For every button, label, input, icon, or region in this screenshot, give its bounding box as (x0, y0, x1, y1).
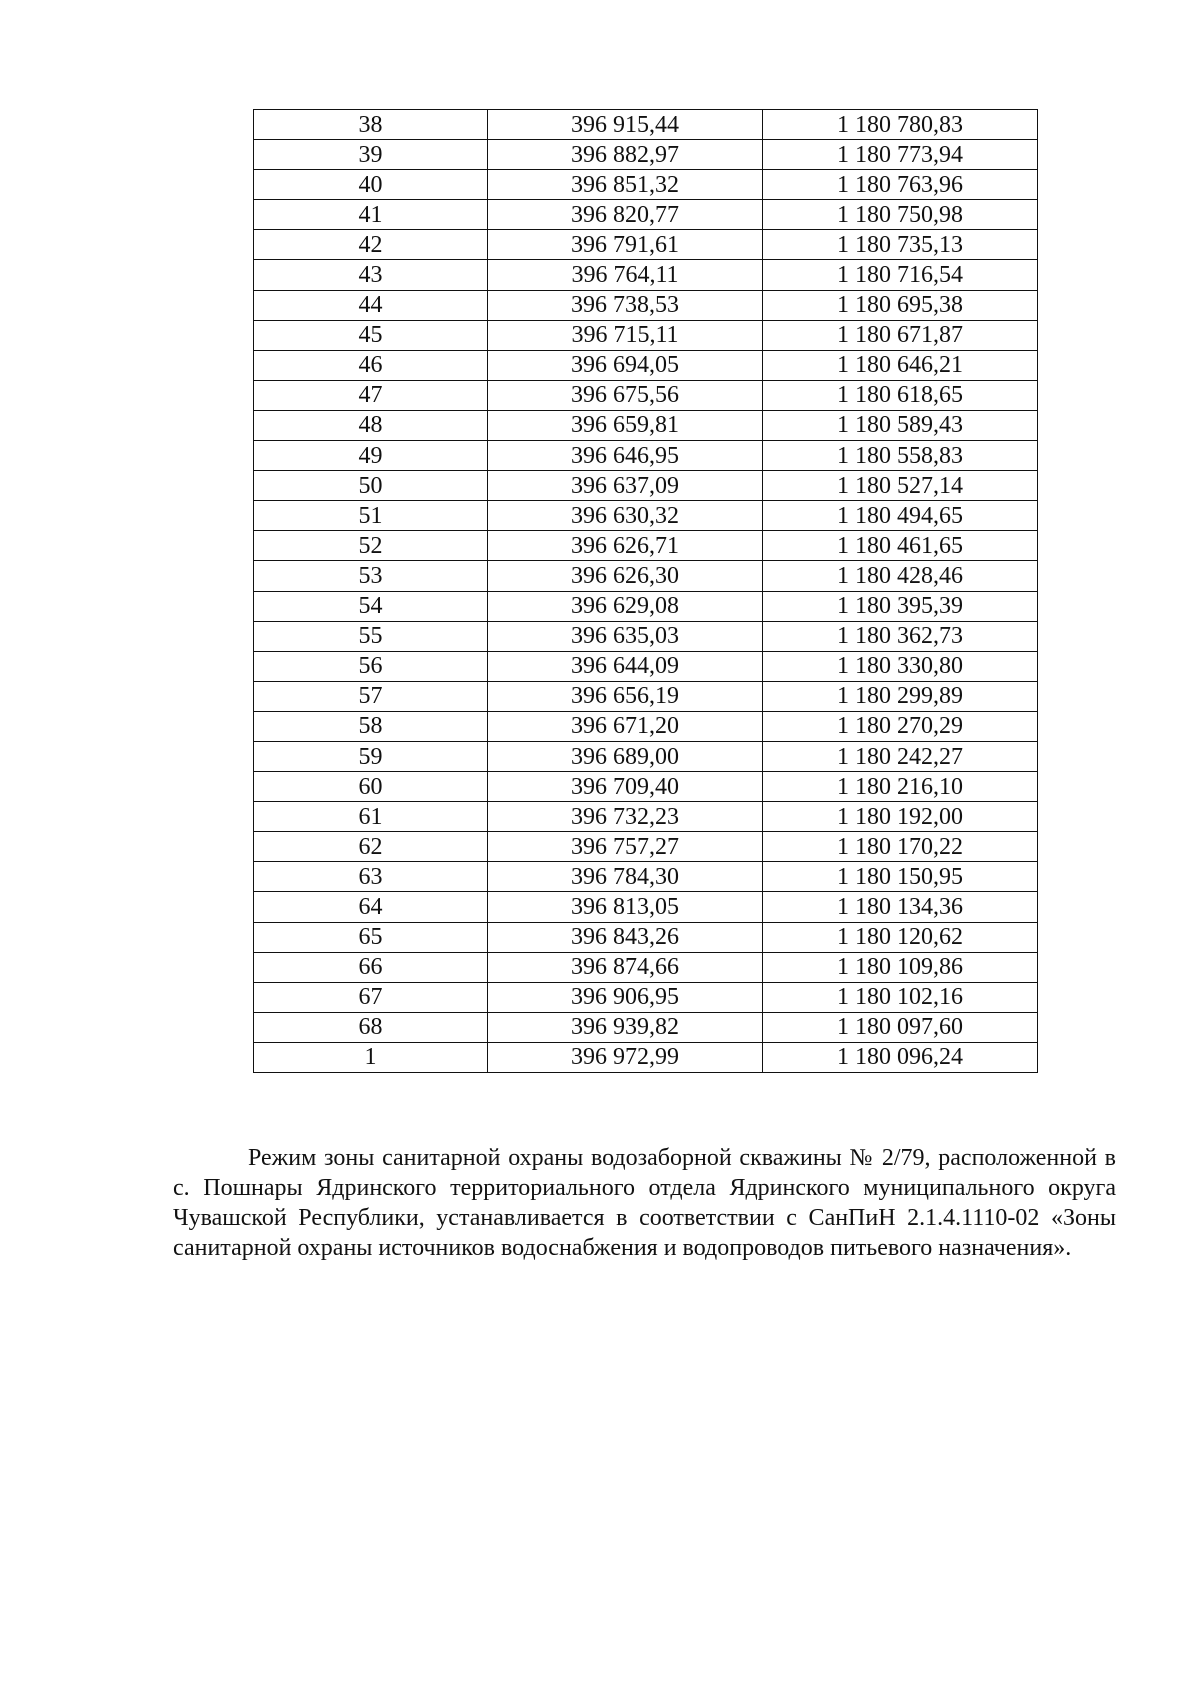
table-row (254, 441, 1038, 471)
x-coordinate-cell: 396 659,81 (488, 410, 763, 440)
x-coordinate-cell: 396 757,27 (488, 832, 763, 862)
y-coordinate-cell: 1 180 096,24 (763, 1042, 1038, 1072)
x-coordinate-cell: 396 675,56 (488, 380, 763, 410)
y-coordinate-cell: 1 180 362,73 (763, 621, 1038, 651)
point-number-cell: 55 (254, 621, 488, 651)
point-number-cell: 50 (254, 471, 488, 501)
x-coordinate-cell: 396 694,05 (488, 350, 763, 380)
x-coordinate-cell: 396 630,32 (488, 501, 763, 531)
y-coordinate-cell: 1 180 428,46 (763, 561, 1038, 591)
y-coordinate-cell: 1 180 216,10 (763, 772, 1038, 802)
point-number-cell: 57 (254, 681, 488, 711)
table-row (254, 110, 1038, 140)
x-coordinate-cell: 396 820,77 (488, 200, 763, 230)
y-coordinate-cell: 1 180 527,14 (763, 471, 1038, 501)
point-number-cell: 66 (254, 952, 488, 982)
point-number-cell: 64 (254, 892, 488, 922)
table-row (254, 982, 1038, 1012)
x-coordinate-cell: 396 915,44 (488, 110, 763, 140)
table-row (254, 741, 1038, 771)
point-number-cell: 56 (254, 651, 488, 681)
point-number-cell: 1 (254, 1042, 488, 1072)
table-row (254, 471, 1038, 501)
x-coordinate-cell: 396 635,03 (488, 621, 763, 651)
point-number-cell: 63 (254, 862, 488, 892)
x-coordinate-cell: 396 882,97 (488, 140, 763, 170)
table-row (254, 862, 1038, 892)
y-coordinate-cell: 1 180 395,39 (763, 591, 1038, 621)
y-coordinate-cell: 1 180 763,96 (763, 170, 1038, 200)
x-coordinate-cell: 396 626,71 (488, 531, 763, 561)
table-row (254, 591, 1038, 621)
point-number-cell: 39 (254, 140, 488, 170)
x-coordinate-cell: 396 689,00 (488, 741, 763, 771)
point-number-cell: 45 (254, 320, 488, 350)
point-number-cell: 47 (254, 380, 488, 410)
x-coordinate-cell: 396 656,19 (488, 681, 763, 711)
table-row (254, 170, 1038, 200)
x-coordinate-cell: 396 732,23 (488, 802, 763, 832)
y-coordinate-cell: 1 180 150,95 (763, 862, 1038, 892)
zone-regime-paragraph: Режим зоны санитарной охраны водозаборной скважины № 2/79, расположенной в с. Пошнары Ядринского территориального отдела Ядринского муниципального округа Чувашской Республики, устанавливается в соответствии с СанПиН 2.1.4.1110-02 «Зоны санитарной охраны источников водоснабжения и водопроводов питьевого назначения». (173, 1145, 1116, 1261)
point-number-cell: 58 (254, 711, 488, 741)
y-coordinate-cell: 1 180 097,60 (763, 1012, 1038, 1042)
x-coordinate-cell: 396 906,95 (488, 982, 763, 1012)
table-row (254, 1042, 1038, 1072)
point-number-cell: 68 (254, 1012, 488, 1042)
y-coordinate-cell: 1 180 695,38 (763, 290, 1038, 320)
table-row (254, 681, 1038, 711)
y-coordinate-cell: 1 180 780,83 (763, 110, 1038, 140)
point-number-cell: 67 (254, 982, 488, 1012)
y-coordinate-cell: 1 180 646,21 (763, 350, 1038, 380)
point-number-cell: 41 (254, 200, 488, 230)
y-coordinate-cell: 1 180 109,86 (763, 952, 1038, 982)
point-number-cell: 42 (254, 230, 488, 260)
point-number-cell: 38 (254, 110, 488, 140)
point-number-cell: 60 (254, 772, 488, 802)
x-coordinate-cell: 396 738,53 (488, 290, 763, 320)
y-coordinate-cell: 1 180 134,36 (763, 892, 1038, 922)
table-row (254, 952, 1038, 982)
x-coordinate-cell: 396 972,99 (488, 1042, 763, 1072)
table-row (254, 621, 1038, 651)
point-number-cell: 53 (254, 561, 488, 591)
table-row (254, 651, 1038, 681)
x-coordinate-cell: 396 637,09 (488, 471, 763, 501)
x-coordinate-cell: 396 709,40 (488, 772, 763, 802)
y-coordinate-cell: 1 180 773,94 (763, 140, 1038, 170)
y-coordinate-cell: 1 180 671,87 (763, 320, 1038, 350)
table-row (254, 772, 1038, 802)
point-number-cell: 54 (254, 591, 488, 621)
point-number-cell: 46 (254, 350, 488, 380)
x-coordinate-cell: 396 939,82 (488, 1012, 763, 1042)
table-row (254, 140, 1038, 170)
y-coordinate-cell: 1 180 494,65 (763, 501, 1038, 531)
y-coordinate-cell: 1 180 330,80 (763, 651, 1038, 681)
y-coordinate-cell: 1 180 120,62 (763, 922, 1038, 952)
table-row (254, 410, 1038, 440)
table-row (254, 832, 1038, 862)
point-number-cell: 44 (254, 290, 488, 320)
x-coordinate-cell: 396 626,30 (488, 561, 763, 591)
y-coordinate-cell: 1 180 716,54 (763, 260, 1038, 290)
table-row (254, 320, 1038, 350)
x-coordinate-cell: 396 715,11 (488, 320, 763, 350)
x-coordinate-cell: 396 851,32 (488, 170, 763, 200)
y-coordinate-cell: 1 180 461,65 (763, 531, 1038, 561)
y-coordinate-cell: 1 180 618,65 (763, 380, 1038, 410)
x-coordinate-cell: 396 843,26 (488, 922, 763, 952)
y-coordinate-cell: 1 180 735,13 (763, 230, 1038, 260)
x-coordinate-cell: 396 764,11 (488, 260, 763, 290)
x-coordinate-cell: 396 874,66 (488, 952, 763, 982)
table-row (254, 1012, 1038, 1042)
x-coordinate-cell: 396 646,95 (488, 441, 763, 471)
x-coordinate-cell: 396 813,05 (488, 892, 763, 922)
point-number-cell: 48 (254, 410, 488, 440)
point-number-cell: 49 (254, 441, 488, 471)
point-number-cell: 40 (254, 170, 488, 200)
y-coordinate-cell: 1 180 558,83 (763, 441, 1038, 471)
table-row (254, 802, 1038, 832)
y-coordinate-cell: 1 180 589,43 (763, 410, 1038, 440)
table-row (254, 350, 1038, 380)
x-coordinate-cell: 396 671,20 (488, 711, 763, 741)
table-row (254, 531, 1038, 561)
y-coordinate-cell: 1 180 192,00 (763, 802, 1038, 832)
y-coordinate-cell: 1 180 299,89 (763, 681, 1038, 711)
table-row (254, 260, 1038, 290)
point-number-cell: 51 (254, 501, 488, 531)
table-row (254, 561, 1038, 591)
table-row (254, 501, 1038, 531)
point-number-cell: 52 (254, 531, 488, 561)
point-number-cell: 62 (254, 832, 488, 862)
table-row (254, 200, 1038, 230)
y-coordinate-cell: 1 180 270,29 (763, 711, 1038, 741)
point-number-cell: 43 (254, 260, 488, 290)
y-coordinate-cell: 1 180 170,22 (763, 832, 1038, 862)
coordinates-table-body (254, 110, 1038, 1073)
point-number-cell: 59 (254, 741, 488, 771)
point-number-cell: 61 (254, 802, 488, 832)
table-row (254, 380, 1038, 410)
coordinates-table (253, 109, 1038, 1073)
y-coordinate-cell: 1 180 242,27 (763, 741, 1038, 771)
x-coordinate-cell: 396 629,08 (488, 591, 763, 621)
table-row (254, 711, 1038, 741)
y-coordinate-cell: 1 180 750,98 (763, 200, 1038, 230)
x-coordinate-cell: 396 784,30 (488, 862, 763, 892)
y-coordinate-cell: 1 180 102,16 (763, 982, 1038, 1012)
table-row (254, 892, 1038, 922)
x-coordinate-cell: 396 791,61 (488, 230, 763, 260)
table-row (254, 922, 1038, 952)
x-coordinate-cell: 396 644,09 (488, 651, 763, 681)
point-number-cell: 65 (254, 922, 488, 952)
table-row (254, 290, 1038, 320)
table-row (254, 230, 1038, 260)
